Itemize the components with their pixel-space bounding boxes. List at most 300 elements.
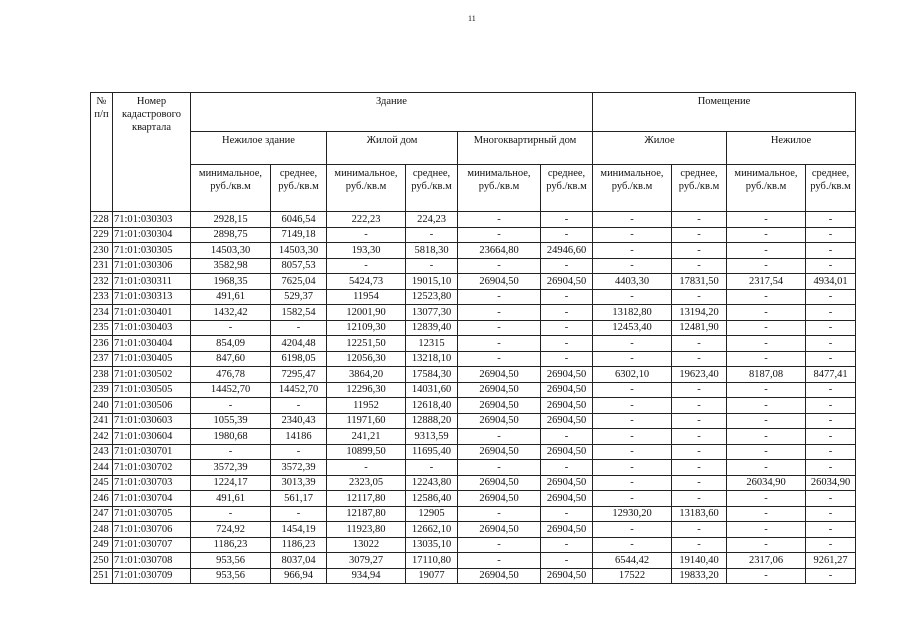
value-cell: - <box>672 429 727 445</box>
value-cell: 26904,50 <box>458 367 541 383</box>
value-cell: 13194,20 <box>672 305 727 321</box>
value-cell: - <box>593 243 672 259</box>
value-cell: 1224,17 <box>191 475 271 491</box>
value-cell: 6046,54 <box>271 212 327 228</box>
value-cell: 2317,54 <box>727 274 806 290</box>
cadastral-number-cell: 71:01:030305 <box>113 243 191 259</box>
cadastral-number-cell: 71:01:030505 <box>113 382 191 398</box>
value-cell: - <box>593 444 672 460</box>
value-cell: - <box>727 491 806 507</box>
cadastral-number-cell: 71:01:030311 <box>113 274 191 290</box>
value-cell: - <box>541 351 593 367</box>
value-cell: - <box>458 460 541 476</box>
value-cell: - <box>458 351 541 367</box>
value-cell: 10899,50 <box>327 444 406 460</box>
value-cell: 724,92 <box>191 522 271 538</box>
value-cell: 11923,80 <box>327 522 406 538</box>
table-row <box>91 491 856 507</box>
table-row <box>91 336 856 352</box>
value-cell: 491,61 <box>191 491 271 507</box>
row-number-cell: 248 <box>91 522 113 538</box>
value-cell: 12296,30 <box>327 382 406 398</box>
value-cell: - <box>593 351 672 367</box>
value-cell: 12243,80 <box>406 475 458 491</box>
value-cell: - <box>672 491 727 507</box>
value-cell: 224,23 <box>406 212 458 228</box>
value-cell: - <box>458 320 541 336</box>
value-cell: - <box>806 444 856 460</box>
value-cell: 12618,40 <box>406 398 458 414</box>
table-row <box>91 351 856 367</box>
value-cell: 14452,70 <box>271 382 327 398</box>
value-cell: 14503,30 <box>191 243 271 259</box>
value-cell: - <box>672 227 727 243</box>
cadastral-number-cell: 71:01:030313 <box>113 289 191 305</box>
value-cell: 491,61 <box>191 289 271 305</box>
cadastral-number-cell: 71:01:030304 <box>113 227 191 243</box>
table-row <box>91 522 856 538</box>
value-cell: 4403,30 <box>593 274 672 290</box>
value-cell: 3572,39 <box>271 460 327 476</box>
table-row <box>91 475 856 491</box>
header-avg: среднее, руб./кв.м <box>406 165 458 212</box>
value-cell: 241,21 <box>327 429 406 445</box>
value-cell: 561,17 <box>271 491 327 507</box>
value-cell: - <box>672 382 727 398</box>
value-cell: 12523,80 <box>406 289 458 305</box>
value-cell: - <box>672 475 727 491</box>
table-row <box>91 506 856 522</box>
row-number-cell: 234 <box>91 305 113 321</box>
value-cell: 2340,43 <box>271 413 327 429</box>
cadastral-number-cell: 71:01:030401 <box>113 305 191 321</box>
value-cell: - <box>593 382 672 398</box>
value-cell: - <box>806 537 856 553</box>
value-cell: 14503,30 <box>271 243 327 259</box>
value-cell: 13022 <box>327 537 406 553</box>
value-cell: - <box>458 553 541 569</box>
value-cell: 26904,50 <box>458 413 541 429</box>
row-number-cell: 233 <box>91 289 113 305</box>
row-number-cell: 237 <box>91 351 113 367</box>
value-cell: 476,78 <box>191 367 271 383</box>
value-cell: - <box>593 475 672 491</box>
value-cell: 9261,27 <box>806 553 856 569</box>
value-cell: 7625,04 <box>271 274 327 290</box>
value-cell: 23664,80 <box>458 243 541 259</box>
value-cell: - <box>806 429 856 445</box>
cadastral-number-cell: 71:01:030705 <box>113 506 191 522</box>
row-number-cell: 250 <box>91 553 113 569</box>
value-cell: 3572,39 <box>191 460 271 476</box>
value-cell: 13035,10 <box>406 537 458 553</box>
table-row <box>91 274 856 290</box>
value-cell: - <box>806 336 856 352</box>
value-cell: 3013,39 <box>271 475 327 491</box>
value-cell: - <box>672 258 727 274</box>
value-cell: 953,56 <box>191 568 271 584</box>
value-cell: - <box>406 227 458 243</box>
value-cell: - <box>327 258 406 274</box>
value-cell: - <box>806 320 856 336</box>
value-cell: - <box>541 258 593 274</box>
header-min: минимальное, руб./кв.м <box>458 165 541 212</box>
value-cell: - <box>593 227 672 243</box>
value-cell: - <box>727 258 806 274</box>
value-cell: 12315 <box>406 336 458 352</box>
table-row <box>91 444 856 460</box>
table-row <box>91 568 856 584</box>
header-min: минимальное, руб./кв.м <box>593 165 672 212</box>
row-number-cell: 249 <box>91 537 113 553</box>
value-cell: - <box>458 506 541 522</box>
value-cell: 12662,10 <box>406 522 458 538</box>
value-cell: 19623,40 <box>672 367 727 383</box>
value-cell: - <box>458 289 541 305</box>
cadastral-number-cell: 71:01:030604 <box>113 429 191 445</box>
cadastral-number-cell: 71:01:030403 <box>113 320 191 336</box>
table-row <box>91 258 856 274</box>
row-number-cell: 232 <box>91 274 113 290</box>
value-cell: 13183,60 <box>672 506 727 522</box>
value-cell: 854,09 <box>191 336 271 352</box>
value-cell: 1186,23 <box>271 537 327 553</box>
value-cell: - <box>271 320 327 336</box>
value-cell: - <box>727 444 806 460</box>
header-nonres-building: Нежилое здание <box>191 132 327 165</box>
cadastral-number-cell: 71:01:030704 <box>113 491 191 507</box>
value-cell: 1980,68 <box>191 429 271 445</box>
value-cell: 7149,18 <box>271 227 327 243</box>
cadastral-number-cell: 71:01:030709 <box>113 568 191 584</box>
row-number-cell: 241 <box>91 413 113 429</box>
value-cell: 3582,98 <box>191 258 271 274</box>
value-cell: - <box>593 413 672 429</box>
row-number-cell: 245 <box>91 475 113 491</box>
value-cell: - <box>727 212 806 228</box>
value-cell: 9313,59 <box>406 429 458 445</box>
value-cell: 6198,05 <box>271 351 327 367</box>
value-cell: 26904,50 <box>458 398 541 414</box>
row-number-cell: 243 <box>91 444 113 460</box>
value-cell: 14452,70 <box>191 382 271 398</box>
value-cell: 193,30 <box>327 243 406 259</box>
value-cell: - <box>806 305 856 321</box>
header-min: минимальное, руб./кв.м <box>727 165 806 212</box>
value-cell: 3864,20 <box>327 367 406 383</box>
value-cell: 4934,01 <box>806 274 856 290</box>
value-cell: - <box>672 522 727 538</box>
value-cell: - <box>271 506 327 522</box>
value-cell: 8037,04 <box>271 553 327 569</box>
header-premises: Помещение <box>593 93 856 132</box>
row-number-cell: 235 <box>91 320 113 336</box>
table-row <box>91 413 856 429</box>
value-cell: 12109,30 <box>327 320 406 336</box>
value-cell: - <box>458 537 541 553</box>
row-number-cell: 239 <box>91 382 113 398</box>
value-cell: - <box>727 522 806 538</box>
value-cell: 26904,50 <box>458 274 541 290</box>
row-number-cell: 228 <box>91 212 113 228</box>
value-cell: - <box>406 258 458 274</box>
value-cell: 1968,35 <box>191 274 271 290</box>
cadastral-number-cell: 71:01:030703 <box>113 475 191 491</box>
value-cell: 6302,10 <box>593 367 672 383</box>
value-cell: 11695,40 <box>406 444 458 460</box>
row-number-cell: 229 <box>91 227 113 243</box>
value-cell: - <box>541 320 593 336</box>
value-cell: - <box>727 351 806 367</box>
value-cell: - <box>727 506 806 522</box>
value-cell: - <box>327 460 406 476</box>
value-cell: - <box>672 243 727 259</box>
value-cell: - <box>806 258 856 274</box>
value-cell: - <box>672 289 727 305</box>
value-cell: - <box>458 305 541 321</box>
table-row <box>91 320 856 336</box>
table-row <box>91 212 856 228</box>
value-cell: 26904,50 <box>541 475 593 491</box>
cadastral-number-cell: 71:01:030303 <box>113 212 191 228</box>
cadastral-number-cell: 71:01:030506 <box>113 398 191 414</box>
value-cell: - <box>593 491 672 507</box>
table-row <box>91 553 856 569</box>
value-cell: - <box>806 382 856 398</box>
value-cell: 8477,41 <box>806 367 856 383</box>
value-cell: 26904,50 <box>541 413 593 429</box>
value-cell: 26904,50 <box>541 522 593 538</box>
value-cell: 1582,54 <box>271 305 327 321</box>
value-cell: - <box>271 398 327 414</box>
table-row <box>91 305 856 321</box>
header-avg: среднее, руб./кв.м <box>806 165 856 212</box>
header-res-premises: Жилое <box>593 132 727 165</box>
value-cell: - <box>806 491 856 507</box>
value-cell: 11952 <box>327 398 406 414</box>
value-cell: - <box>806 243 856 259</box>
value-cell: - <box>727 320 806 336</box>
value-cell: - <box>672 413 727 429</box>
value-cell: 12187,80 <box>327 506 406 522</box>
header-num: № п/п <box>91 93 113 212</box>
table-row <box>91 537 856 553</box>
value-cell: 5818,30 <box>406 243 458 259</box>
value-cell: - <box>593 289 672 305</box>
value-cell: - <box>541 227 593 243</box>
value-cell: 19015,10 <box>406 274 458 290</box>
value-cell: 2323,05 <box>327 475 406 491</box>
value-cell: 19077 <box>406 568 458 584</box>
value-cell: 8187,08 <box>727 367 806 383</box>
value-cell: - <box>806 460 856 476</box>
value-cell: - <box>593 429 672 445</box>
header-building: Здание <box>191 93 593 132</box>
value-cell: - <box>541 537 593 553</box>
value-cell: 12586,40 <box>406 491 458 507</box>
value-cell: 26034,90 <box>806 475 856 491</box>
value-cell: 26904,50 <box>541 491 593 507</box>
value-cell: - <box>727 227 806 243</box>
header-min: минимальное, руб./кв.м <box>327 165 406 212</box>
value-cell: 17522 <box>593 568 672 584</box>
value-cell: 17831,50 <box>672 274 727 290</box>
value-cell: 26904,50 <box>458 568 541 584</box>
value-cell: 12001,90 <box>327 305 406 321</box>
value-cell: - <box>593 537 672 553</box>
value-cell: - <box>806 522 856 538</box>
value-cell: 1186,23 <box>191 537 271 553</box>
value-cell: - <box>191 444 271 460</box>
value-cell: - <box>672 537 727 553</box>
value-cell: - <box>806 351 856 367</box>
value-cell: - <box>672 351 727 367</box>
value-cell: 26904,50 <box>541 444 593 460</box>
value-cell: 26904,50 <box>541 274 593 290</box>
value-cell: - <box>458 429 541 445</box>
value-cell: 3079,27 <box>327 553 406 569</box>
value-cell: 26904,50 <box>541 367 593 383</box>
value-cell: 13218,10 <box>406 351 458 367</box>
value-cell: 529,37 <box>271 289 327 305</box>
value-cell: 26904,50 <box>541 382 593 398</box>
value-cell: - <box>727 382 806 398</box>
value-cell: 26904,50 <box>458 382 541 398</box>
value-cell: - <box>727 568 806 584</box>
table-row <box>91 289 856 305</box>
cadastral-number-cell: 71:01:030502 <box>113 367 191 383</box>
value-cell: 12839,40 <box>406 320 458 336</box>
value-cell: 966,94 <box>271 568 327 584</box>
value-cell: 5424,73 <box>327 274 406 290</box>
value-cell: - <box>727 336 806 352</box>
header-avg: среднее, руб./кв.м <box>672 165 727 212</box>
value-cell: - <box>406 460 458 476</box>
value-cell: 12251,50 <box>327 336 406 352</box>
value-cell: 17110,80 <box>406 553 458 569</box>
table-row <box>91 460 856 476</box>
value-cell: 26904,50 <box>458 475 541 491</box>
table-row <box>91 382 856 398</box>
value-cell: - <box>541 506 593 522</box>
value-cell: - <box>806 227 856 243</box>
value-cell: 26904,50 <box>458 522 541 538</box>
value-cell: - <box>458 336 541 352</box>
value-cell: - <box>727 305 806 321</box>
value-cell: 11954 <box>327 289 406 305</box>
cadastral-number-cell: 71:01:030707 <box>113 537 191 553</box>
value-cell: - <box>593 336 672 352</box>
value-cell: - <box>191 398 271 414</box>
value-cell: 19140,40 <box>672 553 727 569</box>
value-cell: 12453,40 <box>593 320 672 336</box>
value-cell: 12888,20 <box>406 413 458 429</box>
cadastral-number-cell: 71:01:030603 <box>113 413 191 429</box>
cadastral-number-cell: 71:01:030708 <box>113 553 191 569</box>
table-row <box>91 227 856 243</box>
table-row <box>91 367 856 383</box>
row-number-cell: 230 <box>91 243 113 259</box>
row-number-cell: 240 <box>91 398 113 414</box>
value-cell: - <box>672 336 727 352</box>
value-cell: 26904,50 <box>458 491 541 507</box>
value-cell: 6544,42 <box>593 553 672 569</box>
value-cell: - <box>593 212 672 228</box>
value-cell: - <box>727 289 806 305</box>
cadastral-number-cell: 71:01:030706 <box>113 522 191 538</box>
value-cell: - <box>458 227 541 243</box>
value-cell: - <box>806 568 856 584</box>
page-number: 11 <box>468 14 476 23</box>
value-cell: - <box>672 460 727 476</box>
cadastral-number-cell: 71:01:030404 <box>113 336 191 352</box>
value-cell: - <box>727 460 806 476</box>
value-cell: - <box>541 429 593 445</box>
value-cell: 12117,80 <box>327 491 406 507</box>
value-cell: 17584,30 <box>406 367 458 383</box>
cadastral-value-table <box>90 92 856 584</box>
value-cell: - <box>541 553 593 569</box>
value-cell: - <box>672 444 727 460</box>
value-cell: 12056,30 <box>327 351 406 367</box>
table-row <box>91 398 856 414</box>
value-cell: - <box>727 429 806 445</box>
value-cell: - <box>271 444 327 460</box>
row-number-cell: 231 <box>91 258 113 274</box>
header-apartment: Многоквартирный дом <box>458 132 593 165</box>
header-house: Жилой дом <box>327 132 458 165</box>
value-cell: 26904,50 <box>541 398 593 414</box>
value-cell: - <box>541 305 593 321</box>
value-cell: 2898,75 <box>191 227 271 243</box>
value-cell: 13182,80 <box>593 305 672 321</box>
value-cell: - <box>727 537 806 553</box>
value-cell: 847,60 <box>191 351 271 367</box>
cadastral-number-cell: 71:01:030701 <box>113 444 191 460</box>
value-cell: 19833,20 <box>672 568 727 584</box>
row-number-cell: 251 <box>91 568 113 584</box>
value-cell: - <box>593 398 672 414</box>
value-cell: 8057,53 <box>271 258 327 274</box>
value-cell: 13077,30 <box>406 305 458 321</box>
value-cell: 934,94 <box>327 568 406 584</box>
value-cell: 7295,47 <box>271 367 327 383</box>
value-cell: - <box>541 460 593 476</box>
value-cell: 953,56 <box>191 553 271 569</box>
value-cell: - <box>727 243 806 259</box>
value-cell: 24946,60 <box>541 243 593 259</box>
value-cell: - <box>806 212 856 228</box>
value-cell: 12905 <box>406 506 458 522</box>
table-row <box>91 243 856 259</box>
table-row <box>91 429 856 445</box>
value-cell: - <box>593 460 672 476</box>
cadastral-number-cell: 71:01:030702 <box>113 460 191 476</box>
row-number-cell: 242 <box>91 429 113 445</box>
value-cell: - <box>541 289 593 305</box>
value-cell: 1432,42 <box>191 305 271 321</box>
value-cell: 12930,20 <box>593 506 672 522</box>
value-cell: 1454,19 <box>271 522 327 538</box>
value-cell: - <box>458 212 541 228</box>
row-number-cell: 246 <box>91 491 113 507</box>
cadastral-number-cell: 71:01:030405 <box>113 351 191 367</box>
value-cell: - <box>541 212 593 228</box>
row-number-cell: 236 <box>91 336 113 352</box>
value-cell: - <box>458 258 541 274</box>
value-cell: 26904,50 <box>541 568 593 584</box>
value-cell: 26034,90 <box>727 475 806 491</box>
